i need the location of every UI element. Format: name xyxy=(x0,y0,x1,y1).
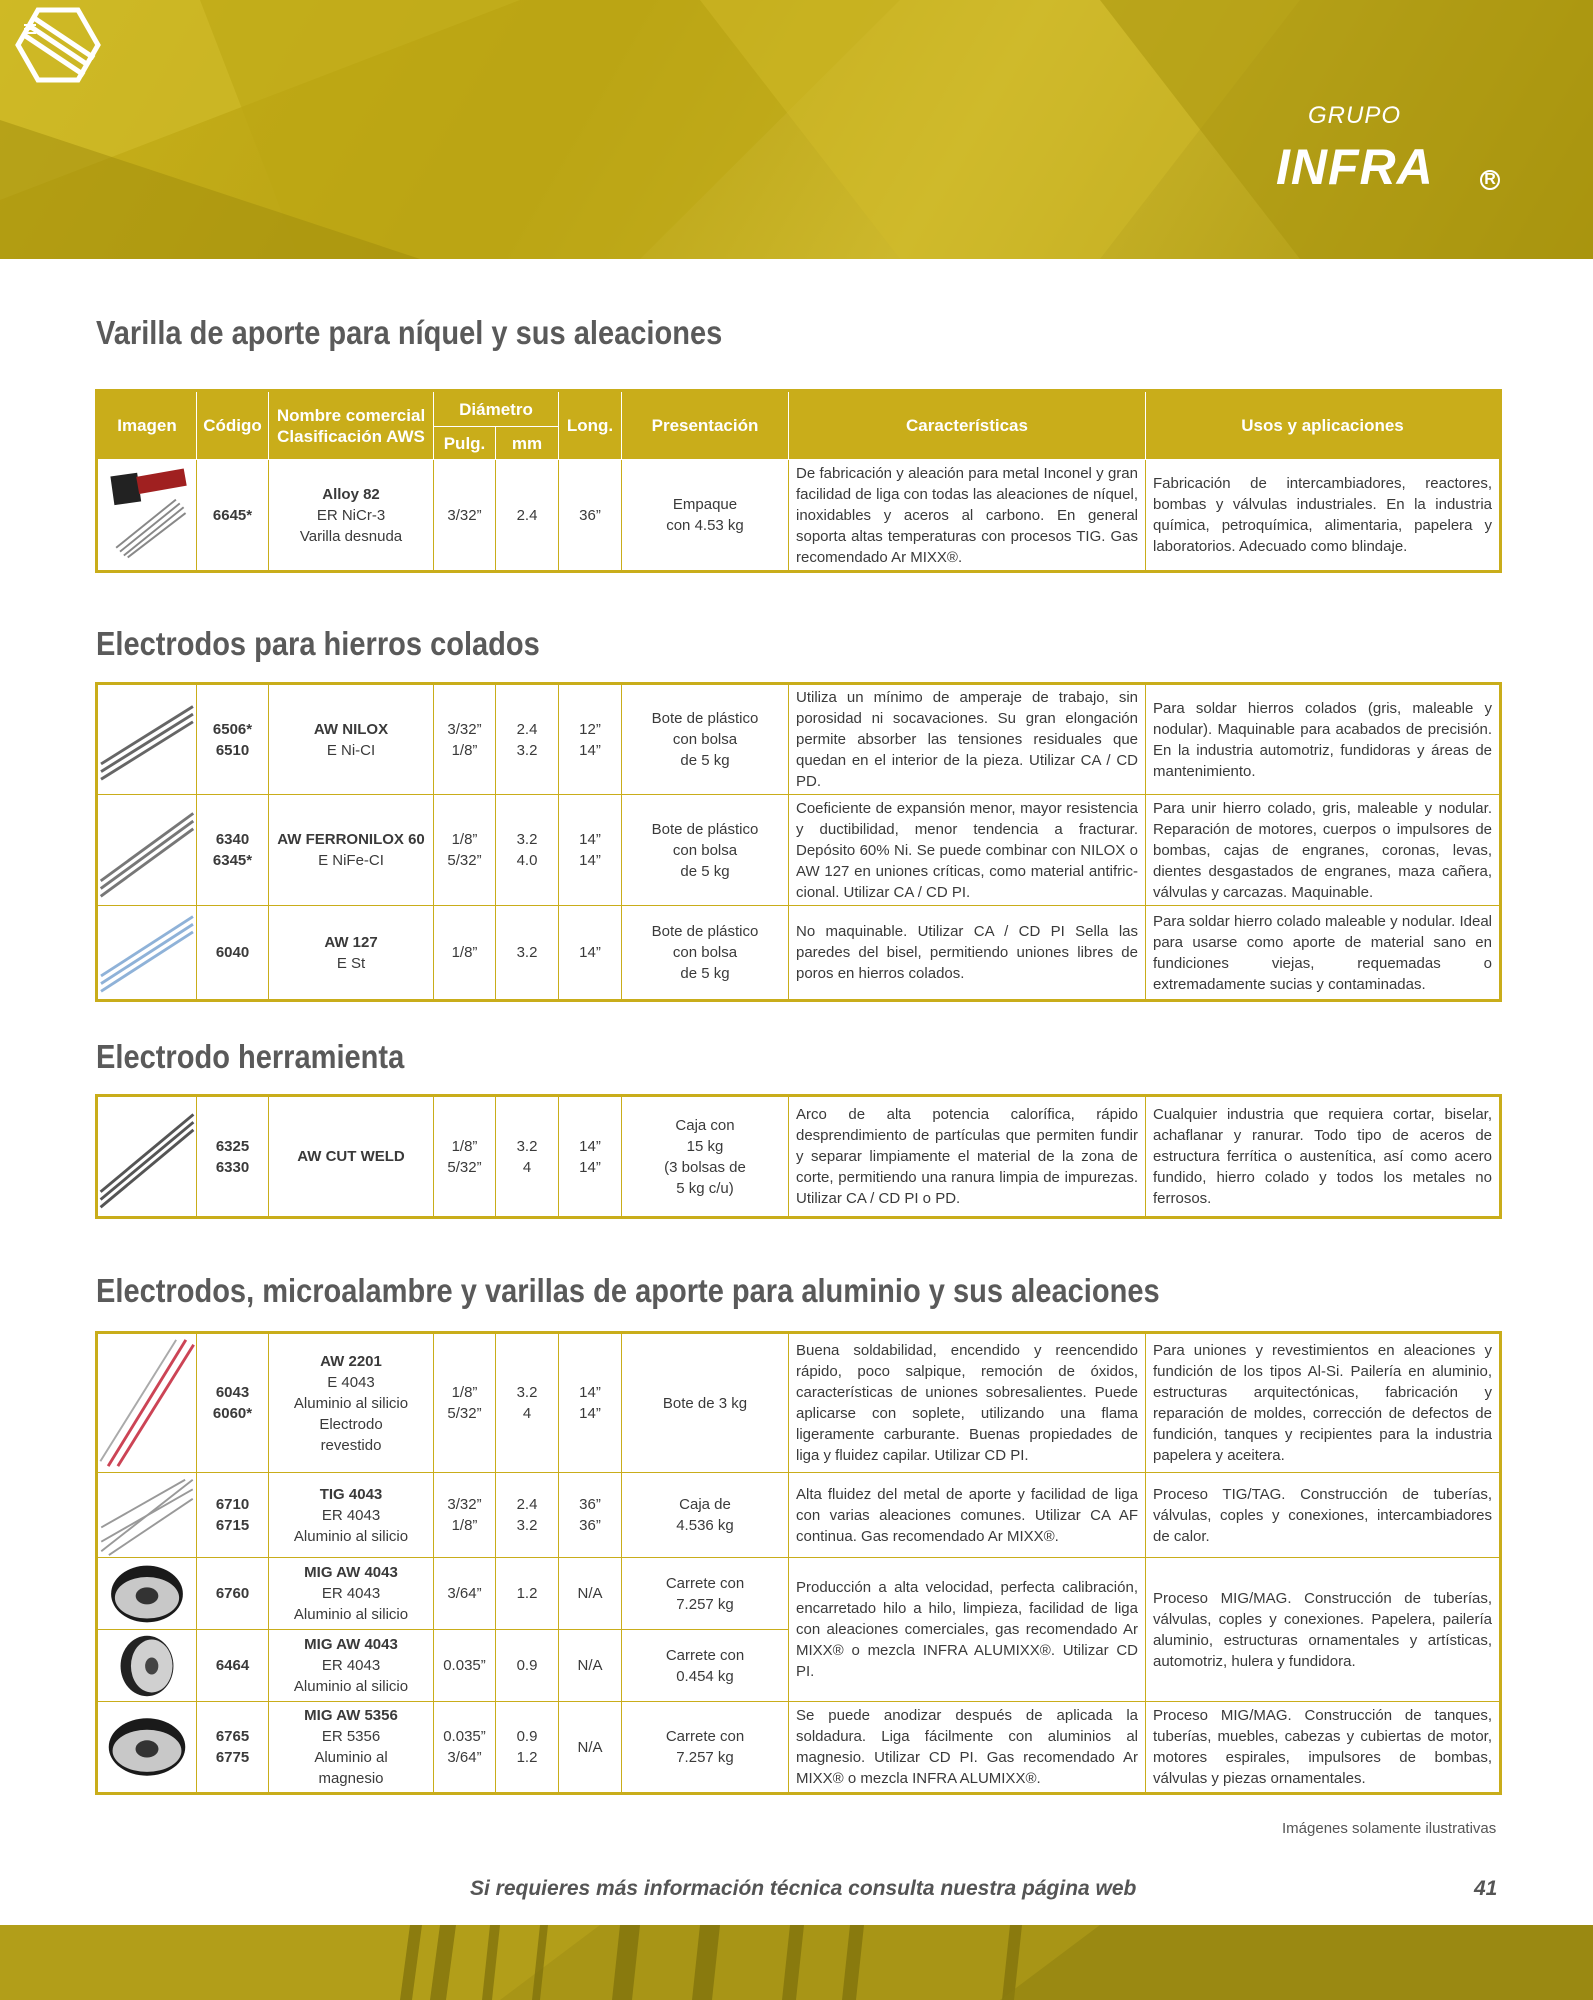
mm-cell: 2.4 xyxy=(496,460,559,572)
codes-cell: 6710 6715 xyxy=(197,1473,269,1558)
car-cell: Se puede anodizar después de aplicada la soldadura. Liga fácilmente con aluminios al magnesio. Utilizar CD PI. Gas recomendado Ar MIXX® o mezcla INFRA ALUMIXX®. xyxy=(789,1702,1146,1794)
pres-cell: Bote de plástico con bolsa de 5 kg xyxy=(622,795,789,906)
mm-cell: 3.2 4.0 xyxy=(496,795,559,906)
pulg-cell: 1/8” xyxy=(434,906,496,1001)
long-cell: 36” xyxy=(559,460,622,572)
mm-cell: 0.9 xyxy=(496,1630,559,1702)
table-row xyxy=(97,795,1501,906)
pulg-cell: 0.035” 3/64” xyxy=(434,1702,496,1794)
logo-grupo-text: GRUPO xyxy=(1308,102,1402,129)
footer-band-pattern xyxy=(0,1925,1593,2000)
section-title-hierros: Electrodos para hierros colados xyxy=(96,625,540,662)
table-niquel xyxy=(95,389,1502,573)
car-cell: Alta fluidez del metal de aporte y facilidad de liga con varias aleaciones comunes. Utilizar CA AF continua. Gas recomendado Ar MIXX®. xyxy=(789,1473,1146,1558)
car-cell: Producción a alta velocidad, perfecta calibración, encarretado hilo a hilo, limpieza, facilidad de liga con aleaciones comerciales, gas recomendado Ar MIXX® o mezcla INFRA ALUMIXX®. Utilizar CD PI. xyxy=(789,1558,1146,1702)
pulg-cell: 1/8” 5/32” xyxy=(434,795,496,906)
page-number: 41 xyxy=(1474,1877,1498,1900)
codes-cell: 6043 6060* xyxy=(197,1333,269,1473)
product-image-electrode xyxy=(97,795,197,906)
pulg-cell: 3/64” xyxy=(434,1558,496,1630)
car-cell: Utiliza un mínimo de amperaje de trabajo, sin porosidad ni socavaciones. Su gran elongación permite absorber las tensiones residuales que quedan en el interior de la pieza. Utilizar CA / CD PD. xyxy=(789,684,1146,795)
table-row xyxy=(97,1558,1501,1630)
pres-cell: Bote de plástico con bolsa de 5 kg xyxy=(622,684,789,795)
table-row xyxy=(97,1702,1501,1794)
car-cell: Coeficiente de expansión menor, mayor resistencia y ductibilidad, menor tendencia a fracturar. Depósito 60% Ni. Se puede combinar con NILOX o AW 127 en uniones críticas, como material antifric-cional. Utilizar CA / CD PI. xyxy=(789,795,1146,906)
section-title-herramienta: Electrodo herramienta xyxy=(96,1038,405,1075)
codes-cell: 6464 xyxy=(197,1630,269,1702)
col-diametro: Diámetro xyxy=(434,391,559,427)
product-image-wire-spool xyxy=(97,1558,197,1630)
codes-cell: 6760 xyxy=(197,1558,269,1630)
pulg-cell: 0.035” xyxy=(434,1630,496,1702)
mm-cell: 0.9 1.2 xyxy=(496,1702,559,1794)
table-hierros xyxy=(95,682,1502,1002)
pres-cell: Caja de 4.536 kg xyxy=(622,1473,789,1558)
codes-cell: 6765 6775 xyxy=(197,1702,269,1794)
pulg-cell: 1/8” 5/32” xyxy=(434,1096,496,1218)
table-row xyxy=(97,906,1501,1001)
car-cell: Arco de alta potencia calorífica, rápido desprendimiento de partículas que permiten fundir y separar limpiamente el material de la zona de corte, permitiendo una ranura limpia de impurezas. Utilizar CA / CD PI o PD. xyxy=(789,1096,1146,1218)
pres-cell: Carrete con 0.454 kg xyxy=(622,1630,789,1702)
name-cell: AW NILOX E Ni-CI xyxy=(269,684,434,795)
footer-text: Si requieres más información técnica consulta nuestra página web xyxy=(470,1877,1137,1900)
mm-cell: 2.4 3.2 xyxy=(496,684,559,795)
col-pulg: Pulg. xyxy=(434,427,496,460)
usos-cell: Proceso MIG/MAG. Construcción de tuberías, válvulas, coples y conexiones. Papelera, pailería aluminio, estructuras ornamentales y artísticas, automotriz, hulera y fundidora. xyxy=(1146,1558,1501,1702)
col-imagen: Imagen xyxy=(97,391,197,460)
long-cell: N/A xyxy=(559,1630,622,1702)
infra-logo-icon xyxy=(0,0,300,120)
col-codigo: Código xyxy=(197,391,269,460)
product-image-electrode xyxy=(97,684,197,795)
col-caracteristicas: Características xyxy=(789,391,1146,460)
registered-mark: R xyxy=(1480,170,1500,190)
pres-cell: Carrete con 7.257 kg xyxy=(622,1558,789,1630)
mm-cell: 3.2 4 xyxy=(496,1333,559,1473)
long-cell: 14” xyxy=(559,906,622,1001)
pres-cell: Bote de 3 kg xyxy=(622,1333,789,1473)
pulg-cell: 3/32” xyxy=(434,460,496,572)
section-title-aluminio: Electrodos, microalambre y varillas de aporte para aluminio y sus aleaciones xyxy=(96,1272,1160,1309)
col-long: Long. xyxy=(559,391,622,460)
long-cell: 14” 14” xyxy=(559,1333,622,1473)
section-title-niquel: Varilla de aporte para níquel y sus aleaciones xyxy=(96,314,723,351)
product-image-electrode xyxy=(97,1096,197,1218)
usos-cell: Cualquier industria que requiera cortar, biselar, achaflanar y ranurar. Todo tipo de aceros de estructura ferrítica o austenítica, así como acero fundido, hierro colado y todos los metales no ferrosos. xyxy=(1146,1096,1501,1218)
name-cell: AW 2201 E 4043 Aluminio al silicio Electrodo revestido xyxy=(269,1333,434,1473)
table-row xyxy=(97,684,1501,795)
table-row xyxy=(97,460,1501,572)
product-image-wire-spool xyxy=(97,1630,197,1702)
footer-band xyxy=(0,1925,1593,2000)
table-row xyxy=(97,1333,1501,1473)
usos-cell: Para unir hierro colado, gris, maleable y nodular. Reparación de motores, cuerpos o impulsores de bombas, cajas de engranes, coronas, levas, dientes desgastados de engranes, maza cañera, válvulas y carcazas. Maquinable. xyxy=(1146,795,1501,906)
usos-cell: Para soldar hierro colado maleable y nodular. Ideal para usarse como aporte de material sano en fundiciones viejas, requemadas o extremadamente sucias y contaminadas. xyxy=(1146,906,1501,1001)
usos-cell: Proceso MIG/MAG. Construcción de tanques, tuberías, muebles, cabezas y cubiertas de motor, motores espirales, impulsores de bombas, válvulas y piezas ornamentales. xyxy=(1146,1702,1501,1794)
table-row xyxy=(97,1473,1501,1558)
mm-cell: 2.4 3.2 xyxy=(496,1473,559,1558)
long-cell: 14” 14” xyxy=(559,1096,622,1218)
usos-cell: Fabricación de intercambiadores, reactores, bombas y válvulas industriales. En la industria química, petroquímica, alimentaria, papelera y laboratorios. Adecuado como blindaje. xyxy=(1146,460,1501,572)
table-row xyxy=(97,1096,1501,1218)
table-herramienta xyxy=(95,1094,1502,1219)
name-cell: TIG 4043 ER 4043 Aluminio al silicio xyxy=(269,1473,434,1558)
car-cell: No maquinable. Utilizar CA / CD PI Sella las paredes del bisel, permitiendo uniones libres de poros en hierros colados. xyxy=(789,906,1146,1001)
header-banner xyxy=(0,0,1593,259)
col-presentacion: Presentación xyxy=(622,391,789,460)
col-mm: mm xyxy=(496,427,559,460)
long-cell: N/A xyxy=(559,1558,622,1630)
pulg-cell: 3/32” 1/8” xyxy=(434,1473,496,1558)
name-cell: MIG AW 4043 ER 4043 Aluminio al silicio xyxy=(269,1558,434,1630)
product-image-electrode xyxy=(97,1333,197,1473)
codes-cell: 6506* 6510 xyxy=(197,684,269,795)
car-cell: De fabricación y aleación para metal Inconel y gran facilidad de liga con todas las aleaciones de níquel, inoxidables y aceros al carbono. En general soporta altas temperaturas con procesos TIG. Gas recomendado Ar MIXX®. xyxy=(789,460,1146,572)
product-image-tig-rods xyxy=(97,1473,197,1558)
pulg-cell: 1/8” 5/32” xyxy=(434,1333,496,1473)
mm-cell: 3.2 4 xyxy=(496,1096,559,1218)
usos-cell: Para uniones y revestimientos en aleaciones y fundición de los tipos Al-Si. Pailería en aluminio, estructuras arquitectónicas, fabricación y reparación de moldes, corrección de defectos de fundición, tanques y recipientes para la industria papelera y aceitera. xyxy=(1146,1333,1501,1473)
pres-cell: Bote de plástico con bolsa de 5 kg xyxy=(622,906,789,1001)
logo-infra-text: INFRA xyxy=(1276,139,1434,195)
mm-cell: 1.2 xyxy=(496,1558,559,1630)
col-usos: Usos y aplicaciones xyxy=(1146,391,1501,460)
name-cell: MIG AW 5356 ER 5356 Aluminio al magnesio xyxy=(269,1702,434,1794)
codes-cell: 6325 6330 xyxy=(197,1096,269,1218)
product-image-wire-spool xyxy=(97,1702,197,1794)
product-image-electrode xyxy=(97,906,197,1001)
name-cell: AW 127 E St xyxy=(269,906,434,1001)
name-cell: MIG AW 4043 ER 4043 Aluminio al silicio xyxy=(269,1630,434,1702)
mm-cell: 3.2 xyxy=(496,906,559,1001)
long-cell: 14” 14” xyxy=(559,795,622,906)
usos-cell: Para soldar hierros colados (gris, maleable y nodular). Maquinable para acabados de precisión. En la industria automotriz, fundidoras y áreas de mantenimiento. xyxy=(1146,684,1501,795)
codes-cell: 6040 xyxy=(197,906,269,1001)
name-cell: Alloy 82 ER NiCr-3 Varilla desnuda xyxy=(269,460,434,572)
col-nombre: Nombre comercial Clasificación AWS xyxy=(269,391,434,460)
pres-cell: Caja con 15 kg (3 bolsas de 5 kg c/u) xyxy=(622,1096,789,1218)
product-image-rod-pack xyxy=(97,460,197,572)
car-cell: Buena soldabilidad, encendido y reencendido rápido, poco salpique, remoción de óxidos, características de uniones sobresalientes. Puede aplicarse con soplete, utilizando una flama ligeramente carburante. Buenas propiedades de liga y fluidez capilar. Utilizar CD PI. xyxy=(789,1333,1146,1473)
long-cell: 12” 14” xyxy=(559,684,622,795)
name-cell: AW FERRONILOX 60 E NiFe-CI xyxy=(269,795,434,906)
codes-cell: 6645* xyxy=(197,460,269,572)
pres-cell: Carrete con 7.257 kg xyxy=(622,1702,789,1794)
table-aluminio xyxy=(95,1331,1502,1795)
long-cell: N/A xyxy=(559,1702,622,1794)
footnote: Imágenes solamente ilustrativas xyxy=(1282,1820,1497,1837)
name-cell: AW CUT WELD xyxy=(269,1096,434,1218)
pulg-cell: 3/32” 1/8” xyxy=(434,684,496,795)
codes-cell: 6340 6345* xyxy=(197,795,269,906)
pres-cell: Empaque con 4.53 kg xyxy=(622,460,789,572)
usos-cell: Proceso TIG/TAG. Construcción de tuberías, válvulas, coples y conexiones, intercambiadores de calor. xyxy=(1146,1473,1501,1558)
long-cell: 36” 36” xyxy=(559,1473,622,1558)
